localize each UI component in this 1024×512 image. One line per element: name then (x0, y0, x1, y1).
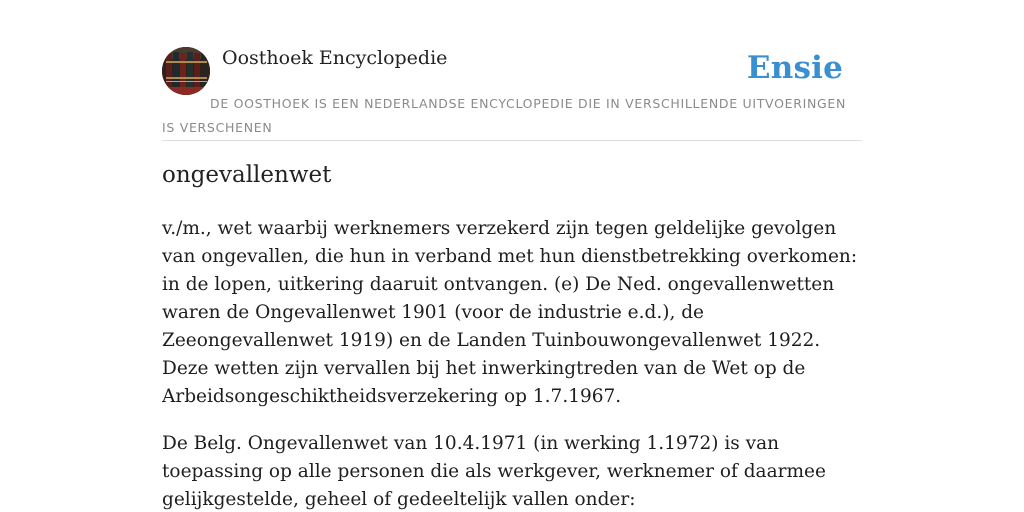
entry-title: ongevallenwet (162, 162, 332, 188)
entry-paragraph: v./m., wet waarbij werknemers verzekerd zijn tegen geldelijke gevolgen van ongevallen, die hun in verband met hun dienstbetrekking overkomen: in de lopen, uitkering daaruit ontvangen. (e) De Ned. ongevallenwetten waren de Ongevallenwet 1901 (voor de industrie e.d.), de Zeeongevallenwet 1919) en de Landen Tuinbouwongevallenwet 1922. Deze wetten zijn vervallen bij het inwerkingtreden van de Wet op de Arbeidsongeschiktheidsverzekering op 1.7.1967. (162, 218, 858, 407)
source-title[interactable]: Oosthoek Encyclopedie (222, 47, 448, 69)
source-description: DE OOSTHOEK IS EEN NEDERLANDSE ENCYCLOPEDIE DIE IN VERSCHILLENDE UITVOERINGEN IS VERSCHENEN (162, 96, 847, 135)
source-avatar[interactable] (162, 47, 210, 95)
encyclopedia-books-icon (162, 47, 210, 95)
entry-paragraph: De Belg. Ongevallenwet van 10.4.1971 (in werking 1.1972) is van toepassing op alle personen die als werkgever, werknemer of daarmee gelijkgestelde, geheel of gedeeltelijk vallen onder: (162, 433, 826, 510)
entry-content (162, 215, 862, 512)
source-header (162, 46, 862, 141)
ensie-logo-link[interactable]: Ensie (746, 50, 843, 86)
